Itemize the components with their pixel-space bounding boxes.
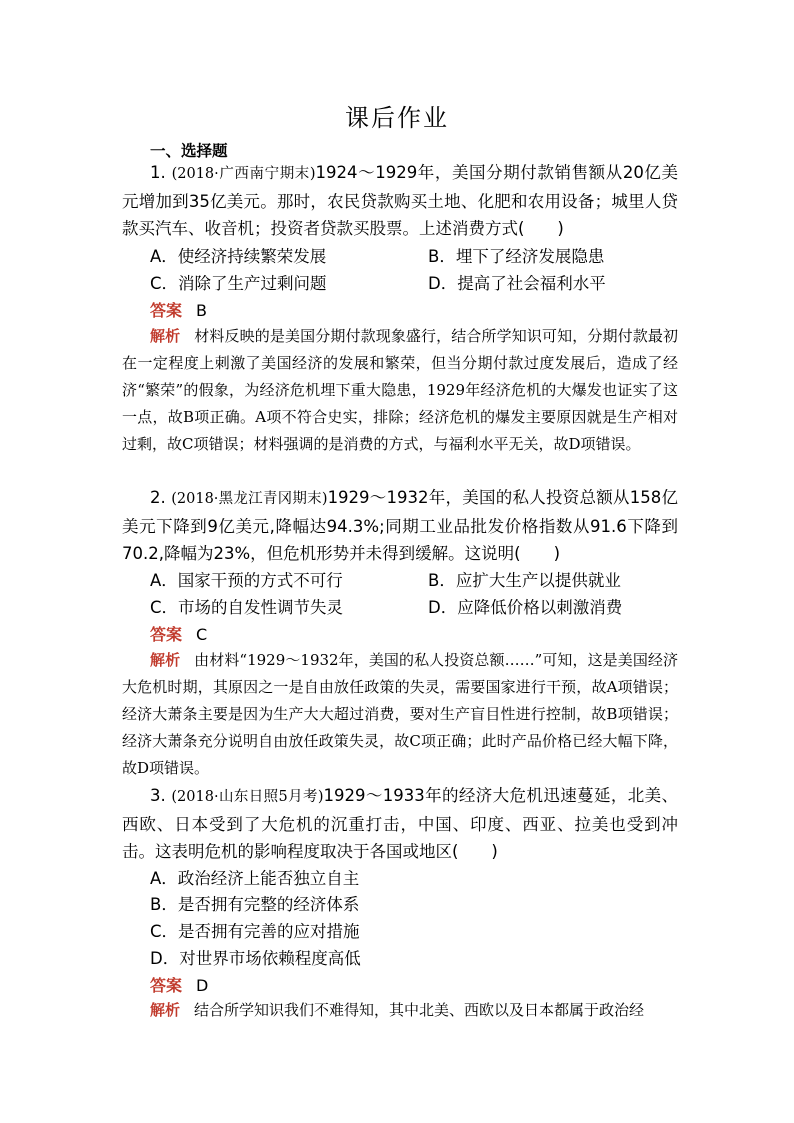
question-number: 1. [150,163,166,182]
page-title: 课后作业 [345,104,449,132]
option-d: D．应降低价格以刺激消费 [428,598,623,617]
answer-row [150,622,207,645]
option-a: A．国家干预的方式不可行 [150,571,343,590]
explanation-text: 材料反映的是美国分期付款现象盛行，结合所学知识可知，分期付款最初在一定程度上刺激了美国经济的发展和繁荣，但当分期付款过度发展后，造成了经济“繁荣”的假象，为经济危机埋下重大隐患，1929年经济危机的大爆发也证实了这一点，故B项正确。A项不符合史实，排除；经济危机的爆发主要原因就是生产相对过剩，故C项错误；材料强调的是消费的方式，与福利水平无关，故D项错误。 [122,327,678,453]
section-heading: 一、选择题 [150,142,228,160]
explanation [122,323,678,458]
explanation [122,997,678,1024]
answer-label: 答案 [150,625,183,644]
option-d: D．提高了社会福利水平 [428,274,606,293]
option-c: C．消除了生产过剩问题 [150,274,327,293]
question-text: 1929～1933年的经济大危机迅速蔓延，北美、西欧、日本受到了大危机的沉重打击，中国、印度、西亚、拉美也受到冲击。这表明危机的影响程度取决于各国或地区( ) [122,786,679,861]
answer-value: D [196,976,209,995]
answer-label: 答案 [150,301,183,320]
option-d: D．对世界市场依赖程度高低 [150,949,361,968]
question-3 [122,782,678,865]
explanation-text: 由材料“1929～1932年，美国的私人投资总额……”可知，这是美国经济大危机时期，其原因之一是自由放任政策的失灵，需要国家进行干预，故A项错误；经济大萧条主要是因为生产大大超过消费，要对生产盲目性进行控制，故B项错误；经济大萧条充分说明自由放任政策失灵，故C项正确；此时产品价格已经大幅下降，故D项错误。 [122,651,678,777]
answer-label: 答案 [150,976,183,995]
option-b: B．应扩大生产以提供就业 [428,571,621,590]
option-a: A．使经济持续繁荣发展 [150,247,327,266]
question-text: 1929～1932年，美国的私人投资总额从158亿美元下降到9亿美元,降幅达94.3%;同期工业品批发价格指数从91.6下降到70.2,降幅为23%，但危机形势并未得到缓解。这说明( ) [122,488,678,563]
question-source: (2018·山东日照5月考) [171,789,324,805]
option-b: B．是否拥有完整的经济体系 [150,895,360,914]
explanation-label: 解析 [150,1001,181,1019]
question-source: (2018·广西南宁期末) [171,166,316,182]
question-2 [122,484,678,567]
question-number: 3. [150,786,166,805]
answer-value: C [196,625,208,644]
option-a: A．政治经济上能否独立自主 [150,869,360,888]
question-number: 2. [150,488,166,507]
answer-value: B [196,301,207,320]
question-text: 1924～1929年，美国分期付款销售额从20亿美元增加到35亿美元。那时，农民贷款购买土地、化肥和农用设备；城里人贷款买汽车、收音机；投资者贷款买股票。上述消费方式( ) [122,163,678,238]
explanation-label: 解析 [150,651,181,669]
explanation-label: 解析 [150,327,181,345]
explanation [122,647,678,782]
option-c: C．是否拥有完善的应对措施 [150,922,360,941]
answer-row [150,298,207,321]
option-b: B．埋下了经济发展隐患 [428,247,605,266]
question-source: (2018·黑龙江青冈期末) [171,491,328,507]
explanation-text: 结合所学知识我们不难得知，其中北美、西欧以及日本都属于政治经 [194,1001,645,1019]
option-c: C．市场的自发性调节失灵 [150,598,344,617]
answer-row [150,973,208,996]
question-1 [122,159,678,242]
